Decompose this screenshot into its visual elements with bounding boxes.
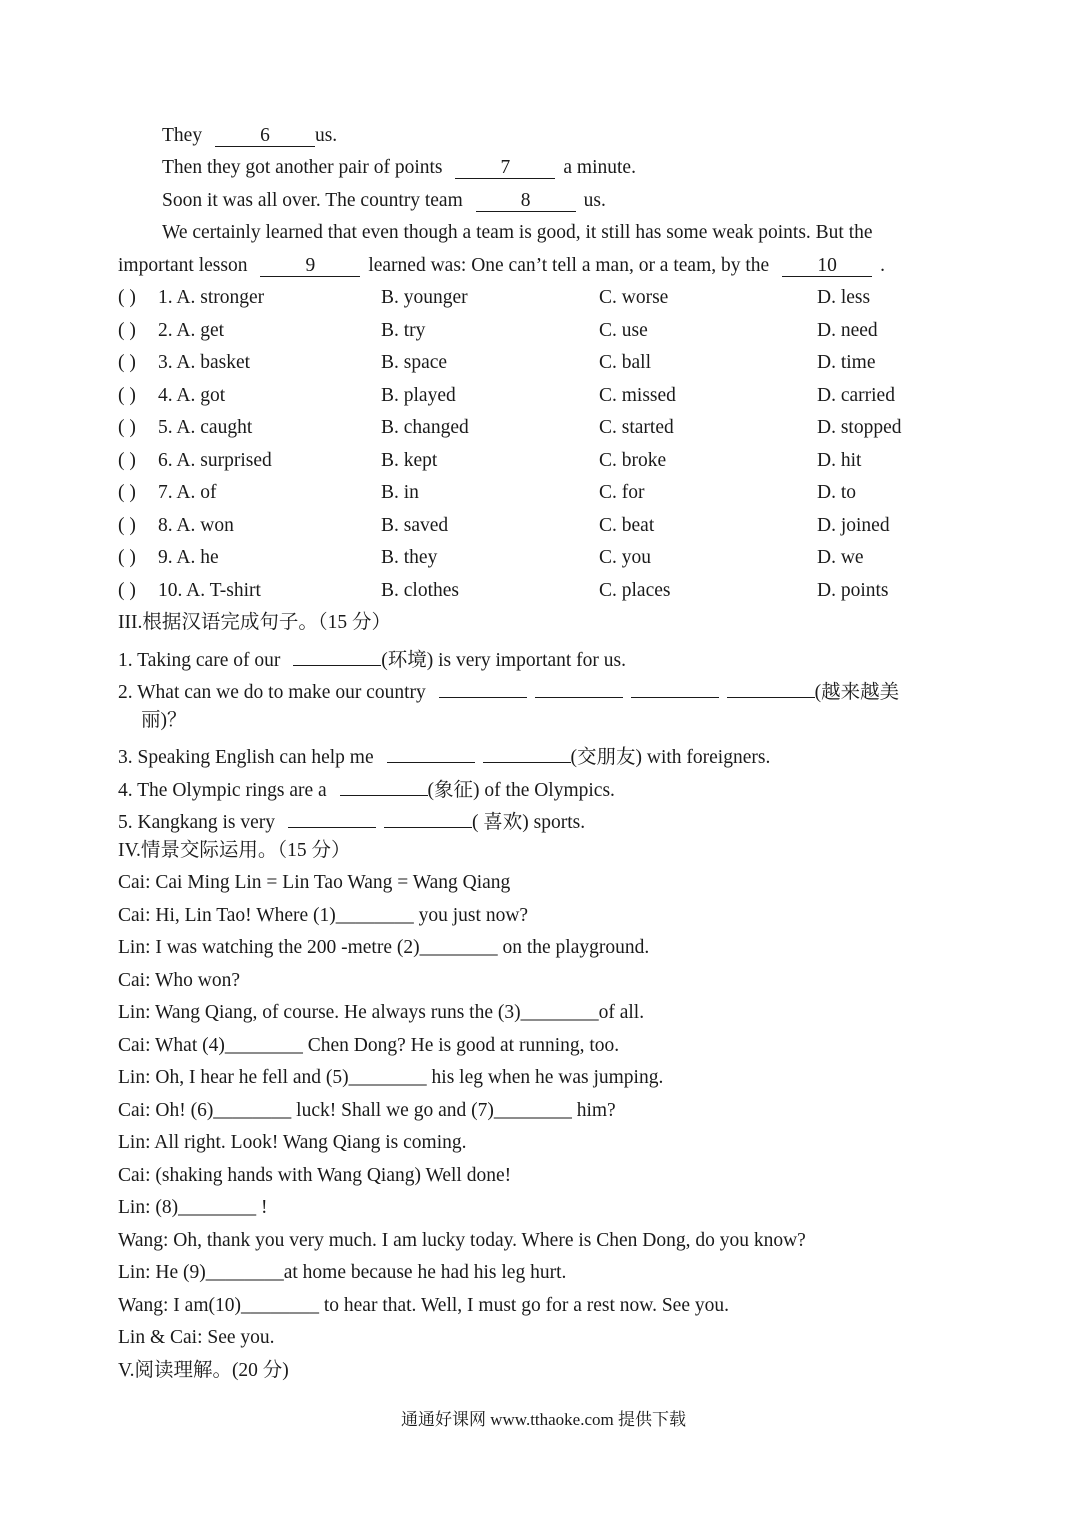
option-d: D. stopped <box>817 417 902 438</box>
option-a: 3. A. basket <box>158 352 251 373</box>
text: 4. The Olympic rings are a <box>118 780 327 801</box>
option-c: C. broke <box>599 450 667 471</box>
answer-blank <box>631 676 719 698</box>
option-row-10 <box>118 579 978 603</box>
cloze-line-5 <box>118 254 885 278</box>
text: important lesson <box>118 255 248 276</box>
dialogue-line: Lin & Cai: See you. <box>118 1327 275 1348</box>
text: (环境) is very important for us. <box>381 650 627 671</box>
option-d: D. we <box>817 547 864 568</box>
answer-blank <box>535 676 623 698</box>
dialogue-line: Lin: Oh, I hear he fell and (5)________ his leg when he was jumping. <box>118 1067 664 1088</box>
answer-paren: ( ) <box>118 352 136 373</box>
page-footer: 通通好课网 www.tthaoke.com 提供下载 <box>400 1410 687 1429</box>
option-b: B. saved <box>381 515 449 536</box>
option-a: 6. A. surprised <box>158 450 272 471</box>
option-c: C. started <box>599 417 674 438</box>
option-c: C. missed <box>599 385 676 406</box>
blank-10: 10 <box>782 255 872 277</box>
dialogue-line: Wang: I am(10)________ to hear that. Well, I must go for a rest now. See you. <box>118 1295 729 1316</box>
dialogue-line: Lin: All right. Look! Wang Qiang is coming. <box>118 1132 467 1153</box>
text: They <box>162 125 203 146</box>
answer-blank <box>288 806 376 828</box>
answer-paren: ( ) <box>118 320 136 341</box>
dialogue-line: Cai: (shaking hands with Wang Qiang) Well done! <box>118 1165 512 1186</box>
answer-paren: ( ) <box>118 515 136 536</box>
option-c: C. beat <box>599 515 655 536</box>
sentence-3 <box>118 741 770 770</box>
option-c: C. you <box>599 547 652 568</box>
option-a: 9. A. he <box>158 547 219 568</box>
option-d: D. carried <box>817 385 895 406</box>
option-b: B. clothes <box>381 580 459 601</box>
cloze-line-1 <box>162 124 337 148</box>
text: (越来越美 <box>814 682 900 703</box>
dialogue-line: Cai: What (4)________ Chen Dong? He is good at running, too. <box>118 1035 620 1056</box>
option-b: B. played <box>381 385 456 406</box>
dialogue-line: Cai: Who won? <box>118 970 241 991</box>
option-b: B. changed <box>381 417 469 438</box>
answer-paren: ( ) <box>118 580 136 601</box>
dialogue-line: Lin: I was watching the 200 -metre (2)________ on the playground. <box>118 937 650 958</box>
option-b: B. try <box>381 320 426 341</box>
option-a: 7. A. of <box>158 482 217 503</box>
option-row-1 <box>118 286 978 310</box>
option-d: D. need <box>817 320 878 341</box>
option-a: 5. A. caught <box>158 417 253 438</box>
text: 3. Speaking English can help me <box>118 747 374 768</box>
text: (交朋友) with foreigners. <box>570 747 771 768</box>
option-b: B. kept <box>381 450 438 471</box>
option-d: D. time <box>817 352 876 373</box>
option-d: D. less <box>817 287 871 308</box>
answer-blank <box>387 741 475 763</box>
option-c: C. worse <box>599 287 669 308</box>
answer-blank <box>293 644 381 666</box>
answer-blank <box>439 676 527 698</box>
text: learned was: One can’t tell a man, or a team, by the <box>368 255 770 276</box>
answer-paren: ( ) <box>118 385 136 406</box>
dialogue-line: Lin: (8)________ ! <box>118 1197 268 1218</box>
option-row-4 <box>118 384 978 408</box>
sentence-4 <box>118 774 615 803</box>
option-a: 1. A. stronger <box>158 287 265 308</box>
dialogue-line: Cai: Hi, Lin Tao! Where (1)________ you just now? <box>118 905 529 926</box>
cloze-line-4: We certainly learned that even though a team is good, it still has some weak points. But the <box>162 222 873 243</box>
option-row-5 <box>118 416 978 440</box>
text: ( 喜欢) sports. <box>471 812 586 833</box>
answer-paren: ( ) <box>118 287 136 308</box>
text: Soon it was all over. The country team <box>162 190 463 211</box>
text: 2. What can we do to make our country <box>118 682 426 703</box>
text: 1. Taking care of our <box>118 650 281 671</box>
answer-blank <box>483 741 571 763</box>
dialogue-line: Lin: He (9)________at home because he had his leg hurt. <box>118 1262 567 1283</box>
section-4-heading: IV.情景交际运用。（15 分） <box>118 840 351 861</box>
option-d: D. hit <box>817 450 862 471</box>
text: . <box>880 255 885 276</box>
answer-paren: ( ) <box>118 450 136 471</box>
option-row-3 <box>118 351 978 375</box>
option-a: 10. A. T-shirt <box>158 580 261 601</box>
option-d: D. to <box>817 482 856 503</box>
option-d: D. joined <box>817 515 890 536</box>
sentence-1 <box>118 644 626 673</box>
text: 5. Kangkang is very <box>118 812 276 833</box>
blank-8: 8 <box>476 190 576 212</box>
dialogue-line: Cai: Cai Ming Lin = Lin Tao Wang = Wang Qiang <box>118 872 511 893</box>
answer-blank <box>727 676 815 698</box>
option-b: B. space <box>381 352 448 373</box>
answer-paren: ( ) <box>118 547 136 568</box>
option-a: 4. A. got <box>158 385 226 406</box>
option-c: C. ball <box>599 352 651 373</box>
option-a: 8. A. won <box>158 515 234 536</box>
sentence-2-cont: 丽)？ <box>141 710 187 731</box>
option-c: C. use <box>599 320 648 341</box>
text: (象征) of the Olympics. <box>427 780 615 801</box>
text: us. <box>314 125 338 146</box>
option-row-2 <box>118 319 978 343</box>
blank-9: 9 <box>260 255 360 277</box>
option-row-7 <box>118 481 978 505</box>
answer-paren: ( ) <box>118 482 136 503</box>
answer-paren: ( ) <box>118 417 136 438</box>
option-c: C. places <box>599 580 671 601</box>
option-b: B. younger <box>381 287 468 308</box>
cloze-line-3 <box>162 189 606 213</box>
answer-blank <box>340 774 428 796</box>
text: a minute. <box>563 157 636 178</box>
answer-blank <box>384 806 472 828</box>
dialogue-line: Cai: Oh! (6)________ luck! Shall we go and (7)________ him? <box>118 1100 616 1121</box>
option-c: C. for <box>599 482 645 503</box>
blank-6: 6 <box>215 125 315 147</box>
dialogue-line: Lin: Wang Qiang, of course. He always runs the (3)________of all. <box>118 1002 645 1023</box>
dialogue-line: Wang: Oh, thank you very much. I am lucky today. Where is Chen Dong, do you know? <box>118 1230 806 1251</box>
option-b: B. they <box>381 547 438 568</box>
text: Then they got another pair of points <box>162 157 443 178</box>
sentence-2 <box>118 676 899 705</box>
cloze-line-2 <box>162 156 636 180</box>
option-b: B. in <box>381 482 419 503</box>
section-3-heading: III.根据汉语完成句子。（15 分） <box>118 612 391 633</box>
section-5-heading: V.阅读理解。(20 分) <box>118 1360 289 1381</box>
blank-7: 7 <box>455 157 555 179</box>
option-row-8 <box>118 514 978 538</box>
option-a: 2. A. get <box>158 320 225 341</box>
option-d: D. points <box>817 580 889 601</box>
option-row-6 <box>118 449 978 473</box>
text: us. <box>583 190 606 211</box>
option-row-9 <box>118 546 978 570</box>
sentence-5 <box>118 806 585 835</box>
